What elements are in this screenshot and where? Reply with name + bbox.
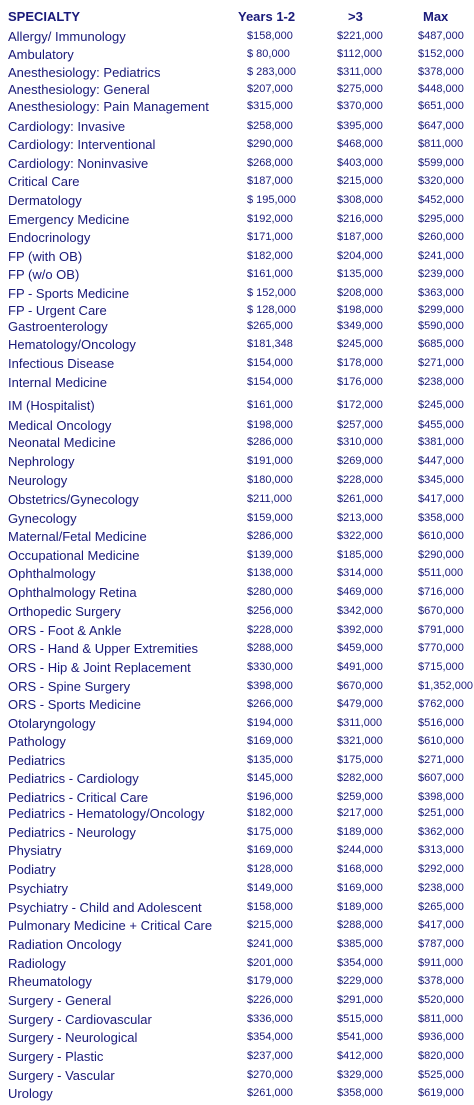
cell-specialty: Ophthalmology Retina	[8, 585, 137, 600]
table-row	[0, 937, 474, 954]
cell-over-3: $354,000	[337, 957, 383, 969]
cell-over-3: $198,000	[337, 304, 383, 316]
cell-max: $271,000	[418, 754, 464, 766]
cell-over-3: $541,000	[337, 1031, 383, 1043]
cell-max: $520,000	[418, 994, 464, 1006]
cell-years-1-2: $175,000	[247, 826, 293, 838]
table-row	[0, 993, 474, 1010]
cell-max: $320,000	[418, 175, 464, 187]
table-row	[0, 771, 474, 788]
cell-over-3: $189,000	[337, 826, 383, 838]
cell-over-3: $178,000	[337, 357, 383, 369]
table-row	[0, 337, 474, 354]
cell-specialty: Pediatrics - Critical Care	[8, 790, 149, 805]
cell-years-1-2: $181,348	[247, 338, 293, 350]
cell-over-3: $329,000	[337, 1069, 383, 1081]
cell-years-1-2: $286,000	[247, 530, 293, 542]
table-row	[0, 137, 474, 154]
cell-specialty: Pediatrics - Neurology	[8, 825, 136, 840]
cell-max: $313,000	[418, 844, 464, 856]
cell-over-3: $321,000	[337, 735, 383, 747]
cell-max: $417,000	[418, 493, 464, 505]
cell-over-3: $269,000	[337, 455, 383, 467]
table-row	[0, 230, 474, 247]
cell-specialty: Surgery - Cardiovascular	[8, 1012, 152, 1027]
cell-years-1-2: $261,000	[247, 1087, 293, 1099]
cell-specialty: Internal Medicine	[8, 375, 107, 390]
cell-over-3: $311,000	[337, 66, 383, 78]
table-row	[0, 303, 474, 320]
cell-max: $239,000	[418, 268, 464, 280]
header-years-1-2: Years 1-2	[238, 9, 296, 24]
table-row	[0, 641, 474, 658]
cell-years-1-2: $207,000	[247, 83, 293, 95]
cell-years-1-2: $171,000	[247, 231, 293, 243]
table-row	[0, 753, 474, 770]
cell-max: $787,000	[418, 938, 464, 950]
table-row	[0, 1049, 474, 1066]
cell-specialty: Pediatrics	[8, 753, 66, 768]
cell-max: $362,000	[418, 826, 464, 838]
cell-years-1-2: $ 128,000	[247, 304, 296, 316]
cell-years-1-2: $158,000	[247, 901, 293, 913]
cell-over-3: $342,000	[337, 605, 383, 617]
cell-max: $292,000	[418, 863, 464, 875]
cell-over-3: $282,000	[337, 772, 383, 784]
cell-over-3: $469,000	[337, 586, 383, 598]
cell-max: $511,000	[418, 567, 464, 579]
cell-specialty: ORS - Hand & Upper Extremities	[8, 641, 199, 656]
cell-max: $619,000	[418, 1087, 464, 1099]
cell-years-1-2: $215,000	[247, 919, 293, 931]
cell-max: $295,000	[418, 213, 464, 225]
cell-over-3: $358,000	[337, 1087, 383, 1099]
cell-years-1-2: $398,000	[247, 680, 293, 692]
table-row	[0, 529, 474, 546]
table-row	[0, 806, 474, 823]
cell-max: $245,000	[418, 399, 464, 411]
table-row	[0, 82, 474, 99]
cell-max: $670,000	[418, 605, 464, 617]
cell-max: $590,000	[418, 320, 464, 332]
table-row	[0, 249, 474, 266]
cell-over-3: $291,000	[337, 994, 383, 1006]
cell-over-3: $491,000	[337, 661, 383, 673]
cell-over-3: $259,000	[337, 791, 383, 803]
table-row	[0, 716, 474, 733]
cell-max: $447,000	[418, 455, 464, 467]
cell-years-1-2: $182,000	[247, 250, 293, 262]
cell-years-1-2: $194,000	[247, 717, 293, 729]
cell-years-1-2: $169,000	[247, 844, 293, 856]
cell-max: $607,000	[418, 772, 464, 784]
cell-over-3: $403,000	[337, 157, 383, 169]
cell-over-3: $349,000	[337, 320, 383, 332]
cell-over-3: $412,000	[337, 1050, 383, 1062]
cell-specialty: Pediatrics - Cardiology	[8, 771, 139, 786]
cell-over-3: $229,000	[337, 975, 383, 987]
table-row	[0, 918, 474, 935]
cell-over-3: $515,000	[337, 1013, 383, 1025]
table-row	[0, 974, 474, 991]
cell-max: $378,000	[418, 66, 464, 78]
cell-max: $685,000	[418, 338, 464, 350]
cell-years-1-2: $270,000	[247, 1069, 293, 1081]
table-row	[0, 435, 474, 452]
cell-specialty: Psychiatry	[8, 881, 68, 896]
cell-max: $647,000	[418, 120, 464, 132]
cell-years-1-2: $169,000	[247, 735, 293, 747]
cell-specialty: Anesthesiology: Pain Management	[8, 99, 209, 114]
cell-over-3: $479,000	[337, 698, 383, 710]
cell-over-3: $310,000	[337, 436, 383, 448]
table-row	[0, 843, 474, 860]
table-row	[0, 454, 474, 471]
cell-over-3: $204,000	[337, 250, 383, 262]
cell-over-3: $187,000	[337, 231, 383, 243]
cell-years-1-2: $ 152,000	[247, 287, 296, 299]
cell-max: $345,000	[418, 474, 464, 486]
cell-max: $152,000	[418, 48, 464, 60]
cell-specialty: FP - Urgent Care	[8, 303, 107, 318]
cell-years-1-2: $201,000	[247, 957, 293, 969]
cell-years-1-2: $187,000	[247, 175, 293, 187]
cell-over-3: $175,000	[337, 754, 383, 766]
cell-years-1-2: $182,000	[247, 807, 293, 819]
table-row	[0, 29, 474, 46]
header-max: Max	[423, 9, 449, 24]
cell-max: $271,000	[418, 357, 464, 369]
table-row	[0, 1030, 474, 1047]
cell-years-1-2: $288,000	[247, 642, 293, 654]
cell-specialty: Obstetrics/Gynecology	[8, 492, 139, 507]
cell-specialty: Dermatology	[8, 193, 82, 208]
table-row	[0, 286, 474, 303]
table-row	[0, 212, 474, 229]
table-row	[0, 492, 474, 509]
cell-over-3: $245,000	[337, 338, 383, 350]
cell-specialty: Nephrology	[8, 454, 75, 469]
cell-specialty: Occupational Medicine	[8, 548, 140, 563]
cell-specialty: Surgery - Vascular	[8, 1068, 115, 1083]
table-row	[0, 1086, 474, 1103]
cell-max: $525,000	[418, 1069, 464, 1081]
cell-years-1-2: $138,000	[247, 567, 293, 579]
cell-specialty: Ambulatory	[8, 47, 74, 62]
cell-years-1-2: $139,000	[247, 549, 293, 561]
cell-over-3: $459,000	[337, 642, 383, 654]
table-row	[0, 604, 474, 621]
cell-years-1-2: $ 80,000	[247, 48, 290, 60]
cell-over-3: $392,000	[337, 624, 383, 636]
cell-specialty: ORS - Spine Surgery	[8, 679, 131, 694]
cell-years-1-2: $ 195,000	[247, 194, 296, 206]
table-row	[0, 623, 474, 640]
cell-years-1-2: $256,000	[247, 605, 293, 617]
cell-over-3: $208,000	[337, 287, 383, 299]
cell-years-1-2: $191,000	[247, 455, 293, 467]
cell-specialty: Rheumatology	[8, 974, 92, 989]
cell-years-1-2: $161,000	[247, 268, 293, 280]
header-over-3: >3	[348, 9, 363, 24]
cell-over-3: $370,000	[337, 100, 383, 112]
cell-years-1-2: $265,000	[247, 320, 293, 332]
table-row	[0, 319, 474, 336]
cell-max: $363,000	[418, 287, 464, 299]
table-row	[0, 900, 474, 917]
cell-years-1-2: $179,000	[247, 975, 293, 987]
cell-years-1-2: $226,000	[247, 994, 293, 1006]
table-row	[0, 1068, 474, 1085]
table-row	[0, 375, 474, 392]
table-row	[0, 193, 474, 210]
cell-over-3: $135,000	[337, 268, 383, 280]
cell-years-1-2: $158,000	[247, 30, 293, 42]
cell-specialty: FP (with OB)	[8, 249, 83, 264]
cell-years-1-2: $161,000	[247, 399, 293, 411]
table-row	[0, 862, 474, 879]
table-row	[0, 697, 474, 714]
cell-specialty: Cardiology: Noninvasive	[8, 156, 149, 171]
cell-years-1-2: $149,000	[247, 882, 293, 894]
cell-years-1-2: $196,000	[247, 791, 293, 803]
cell-years-1-2: $290,000	[247, 138, 293, 150]
cell-max: $610,000	[418, 530, 464, 542]
table-row	[0, 790, 474, 807]
cell-max: $610,000	[418, 735, 464, 747]
cell-specialty: Neurology	[8, 473, 68, 488]
table-row	[0, 473, 474, 490]
cell-max: $599,000	[418, 157, 464, 169]
cell-years-1-2: $330,000	[247, 661, 293, 673]
cell-specialty: Psychiatry - Child and Adolescent	[8, 900, 202, 915]
cell-years-1-2: $198,000	[247, 419, 293, 431]
cell-specialty: Cardiology: Interventional	[8, 137, 156, 152]
cell-specialty: ORS - Foot & Ankle	[8, 623, 122, 638]
table-row	[0, 566, 474, 583]
cell-specialty: IM (Hospitalist)	[8, 398, 95, 413]
header-specialty: SPECIALTY	[8, 9, 80, 24]
cell-over-3: $395,000	[337, 120, 383, 132]
cell-years-1-2: $154,000	[247, 376, 293, 388]
cell-over-3: $228,000	[337, 474, 383, 486]
cell-max: $448,000	[418, 83, 464, 95]
cell-years-1-2: $ 283,000	[247, 66, 296, 78]
cell-max: $1,352,000	[418, 680, 474, 692]
cell-max: $299,000	[418, 304, 464, 316]
table-row	[0, 1012, 474, 1029]
cell-specialty: Gynecology	[8, 511, 77, 526]
cell-max: $238,000	[418, 882, 464, 894]
cell-max: $241,000	[418, 250, 464, 262]
cell-max: $762,000	[418, 698, 464, 710]
cell-years-1-2: $145,000	[247, 772, 293, 784]
cell-max: $820,000	[418, 1050, 464, 1062]
cell-specialty: Surgery - Plastic	[8, 1049, 104, 1064]
cell-specialty: Maternal/Fetal Medicine	[8, 529, 147, 544]
cell-years-1-2: $237,000	[247, 1050, 293, 1062]
cell-years-1-2: $286,000	[247, 436, 293, 448]
cell-years-1-2: $354,000	[247, 1031, 293, 1043]
cell-specialty: Urology	[8, 1086, 53, 1101]
cell-over-3: $176,000	[337, 376, 383, 388]
cell-specialty: Cardiology: Invasive	[8, 119, 126, 134]
cell-specialty: Podiatry	[8, 862, 56, 877]
cell-over-3: $275,000	[337, 83, 383, 95]
cell-over-3: $189,000	[337, 901, 383, 913]
cell-max: $398,000	[418, 791, 464, 803]
cell-specialty: Otolaryngology	[8, 716, 96, 731]
cell-specialty: FP (w/o OB)	[8, 267, 80, 282]
table-row	[0, 174, 474, 191]
cell-specialty: Medical Oncology	[8, 418, 112, 433]
cell-over-3: $112,000	[337, 48, 383, 60]
cell-over-3: $169,000	[337, 882, 383, 894]
cell-specialty: Allergy/ Immunology	[8, 29, 126, 44]
cell-specialty: Anesthesiology: General	[8, 82, 150, 97]
cell-max: $455,000	[418, 419, 464, 431]
cell-over-3: $670,000	[337, 680, 383, 692]
cell-over-3: $215,000	[337, 175, 383, 187]
cell-years-1-2: $128,000	[247, 863, 293, 875]
cell-specialty: Hematology/Oncology	[8, 337, 136, 352]
cell-max: $716,000	[418, 586, 464, 598]
cell-over-3: $288,000	[337, 919, 383, 931]
cell-over-3: $257,000	[337, 419, 383, 431]
cell-specialty: Radiation Oncology	[8, 937, 122, 952]
table-row	[0, 881, 474, 898]
cell-years-1-2: $135,000	[247, 754, 293, 766]
cell-over-3: $468,000	[337, 138, 383, 150]
table-row	[0, 825, 474, 842]
cell-over-3: $213,000	[337, 512, 383, 524]
cell-years-1-2: $266,000	[247, 698, 293, 710]
cell-years-1-2: $211,000	[247, 493, 293, 505]
table-row	[0, 267, 474, 284]
table-row	[0, 398, 474, 415]
cell-max: $260,000	[418, 231, 464, 243]
cell-max: $487,000	[418, 30, 464, 42]
cell-max: $715,000	[418, 661, 464, 673]
cell-over-3: $216,000	[337, 213, 383, 225]
cell-specialty: Surgery - Neurological	[8, 1030, 138, 1045]
cell-years-1-2: $180,000	[247, 474, 293, 486]
table-row	[0, 585, 474, 602]
cell-years-1-2: $159,000	[247, 512, 293, 524]
cell-max: $238,000	[418, 376, 464, 388]
cell-years-1-2: $192,000	[247, 213, 293, 225]
cell-max: $251,000	[418, 807, 464, 819]
cell-specialty: Ophthalmology	[8, 566, 96, 581]
table-row	[0, 734, 474, 751]
cell-years-1-2: $336,000	[247, 1013, 293, 1025]
cell-years-1-2: $228,000	[247, 624, 293, 636]
cell-over-3: $261,000	[337, 493, 383, 505]
cell-specialty: Pathology	[8, 734, 66, 749]
cell-over-3: $308,000	[337, 194, 383, 206]
cell-max: $358,000	[418, 512, 464, 524]
cell-specialty: Critical Care	[8, 174, 80, 189]
cell-max: $770,000	[418, 642, 464, 654]
cell-max: $811,000	[418, 138, 464, 150]
cell-max: $911,000	[418, 957, 464, 969]
cell-specialty: Orthopedic Surgery	[8, 604, 121, 619]
cell-max: $811,000	[418, 1013, 464, 1025]
cell-specialty: Radiology	[8, 956, 66, 971]
cell-years-1-2: $154,000	[247, 357, 293, 369]
cell-specialty: FP - Sports Medicine	[8, 286, 130, 301]
table-row	[0, 47, 474, 64]
cell-years-1-2: $280,000	[247, 586, 293, 598]
cell-max: $516,000	[418, 717, 464, 729]
cell-max: $417,000	[418, 919, 464, 931]
cell-specialty: Physiatry	[8, 843, 62, 858]
cell-specialty: Surgery - General	[8, 993, 112, 1008]
cell-max: $290,000	[418, 549, 464, 561]
cell-over-3: $217,000	[337, 807, 383, 819]
cell-specialty: Anesthesiology: Pediatrics	[8, 65, 161, 80]
cell-years-1-2: $258,000	[247, 120, 293, 132]
table-row	[0, 511, 474, 528]
cell-specialty: Neonatal Medicine	[8, 435, 116, 450]
cell-max: $378,000	[418, 975, 464, 987]
table-row	[0, 356, 474, 373]
cell-over-3: $385,000	[337, 938, 383, 950]
cell-specialty: Emergency Medicine	[8, 212, 130, 227]
cell-over-3: $322,000	[337, 530, 383, 542]
cell-years-1-2: $241,000	[247, 938, 293, 950]
cell-specialty: Infectious Disease	[8, 356, 115, 371]
table-row	[0, 660, 474, 677]
cell-over-3: $185,000	[337, 549, 383, 561]
table-row	[0, 99, 474, 116]
table-row	[0, 548, 474, 565]
cell-over-3: $168,000	[337, 863, 383, 875]
cell-over-3: $244,000	[337, 844, 383, 856]
cell-over-3: $314,000	[337, 567, 383, 579]
cell-specialty: Gastroenterology	[8, 319, 108, 334]
cell-over-3: $221,000	[337, 30, 383, 42]
cell-max: $791,000	[418, 624, 464, 636]
cell-years-1-2: $315,000	[247, 100, 293, 112]
cell-max: $651,000	[418, 100, 464, 112]
cell-over-3: $172,000	[337, 399, 383, 411]
table-row	[0, 65, 474, 82]
cell-years-1-2: $268,000	[247, 157, 293, 169]
cell-max: $265,000	[418, 901, 464, 913]
cell-specialty: Pulmonary Medicine + Critical Care	[8, 918, 213, 933]
cell-specialty: Endocrinology	[8, 230, 91, 245]
table-row	[0, 956, 474, 973]
table-row	[0, 418, 474, 435]
cell-max: $452,000	[418, 194, 464, 206]
table-row	[0, 119, 474, 136]
cell-specialty: Pediatrics - Hematology/Oncology	[8, 806, 205, 821]
table-row	[0, 679, 474, 696]
cell-specialty: ORS - Hip & Joint Replacement	[8, 660, 191, 675]
cell-over-3: $311,000	[337, 717, 383, 729]
cell-max: $936,000	[418, 1031, 464, 1043]
cell-max: $381,000	[418, 436, 464, 448]
table-header	[0, 4, 474, 30]
cell-specialty: ORS - Sports Medicine	[8, 697, 141, 712]
table-row	[0, 156, 474, 173]
